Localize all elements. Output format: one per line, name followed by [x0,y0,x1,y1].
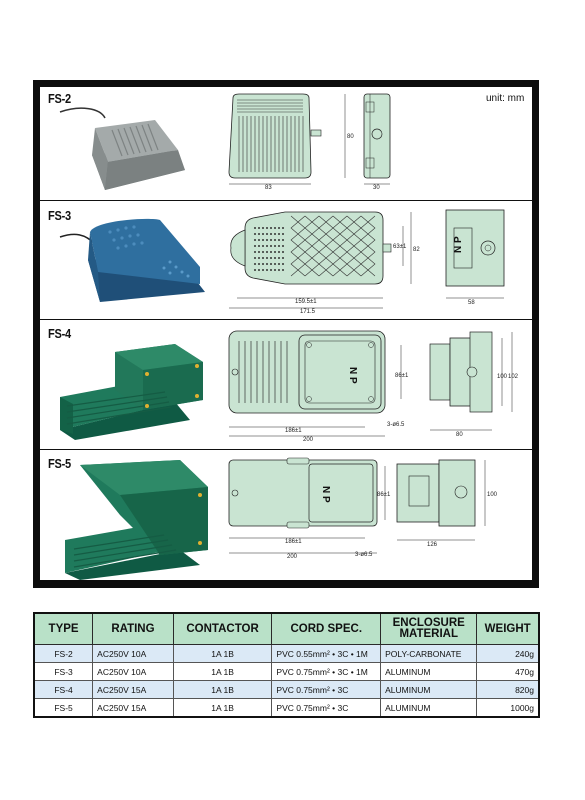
model-label-fs2: FS-2 [48,91,71,106]
fs4-dim-holes: 3-ø6.5 [387,422,405,428]
fs3-dim-length: 171.5 [300,309,316,315]
fs5-dim-width: 100 [487,492,498,498]
fs2-dim-height: 80 [347,134,354,140]
fs4-dim-width: 100 [497,374,508,380]
fs5-dim-depth: 126 [427,542,438,548]
fs5-dim-length: 200 [287,554,298,560]
col-header-rating: RATING [93,613,174,645]
table-row [34,681,539,699]
fs4-dim-depth: 80 [456,432,463,438]
fs3-top-view [225,206,425,316]
row-separator [40,200,532,201]
cell-weight: 1000g [477,699,539,718]
fs3-dim-depth: 58 [468,300,475,306]
cell-type: FS-5 [34,699,93,718]
fs3-dim-width-inner: 63±1 [393,244,407,250]
spec-table [33,612,540,718]
cell-enclosure: ALUMINUM [381,699,477,718]
cell-enclosure: POLY-CARBONATE [381,645,477,663]
cell-type: FS-4 [34,681,93,699]
cell-type: FS-2 [34,645,93,663]
cell-cord: PVC 0.75mm² • 3C • 1M [272,663,381,681]
fs5-top-view [225,456,395,571]
fs2-dim-labels [225,92,355,192]
cell-cord: PVC 0.75mm² • 3C [272,681,381,699]
col-header-weight: WEIGHT [477,613,539,645]
cell-rating: AC250V 15A [93,681,174,699]
fs3-dim-width: 82 [413,247,420,253]
model-label-fs5: FS-5 [48,456,71,471]
fs3-photo [60,212,215,312]
cell-contactor: 1A 1B [173,663,272,681]
row-separator [40,319,532,320]
fs4-photo [55,322,220,442]
fs5-photo [60,455,220,580]
fs4-dim-length: 200 [303,437,314,443]
np-mark: N P [453,236,464,253]
model-label-fs4: FS-4 [48,326,71,341]
np-mark: N P [347,367,358,384]
table-row [34,663,539,681]
fs2-side-view [358,92,398,192]
unit-label: unit: mm [486,93,525,104]
cell-rating: AC250V 15A [93,699,174,718]
cell-rating: AC250V 10A [93,663,174,681]
table-row [34,645,539,663]
fs4-top-view [225,327,415,442]
cell-contactor: 1A 1B [173,645,272,663]
col-header-contactor: CONTACTOR [173,613,272,645]
fs4-dim-height: 102 [508,374,519,380]
cell-type: FS-3 [34,663,93,681]
table-row [34,699,539,718]
cell-contactor: 1A 1B [173,681,272,699]
fs4-dim-length-inner: 186±1 [285,428,302,434]
fs4-side-view [426,330,526,440]
fs2-dim-width: 83 [265,185,272,191]
col-header-cord: CORD SPEC. [272,613,381,645]
fs3-dim-length-inner: 159.5±1 [295,299,317,305]
cell-cord: PVC 0.75mm² • 3C [272,699,381,718]
cell-cord: PVC 0.55mm² • 3C • 1M [272,645,381,663]
row-separator [40,449,532,450]
fs5-dim-length-inner: 186±1 [285,539,302,545]
cell-weight: 240g [477,645,539,663]
cell-enclosure: ALUMINUM [381,681,477,699]
fs2-photo [60,100,210,195]
fs5-side-view [395,456,530,556]
cell-weight: 470g [477,663,539,681]
cell-rating: AC250V 10A [93,645,174,663]
cell-weight: 820g [477,681,539,699]
cell-enclosure: ALUMINUM [381,663,477,681]
col-header-type: TYPE [34,613,93,645]
table-header-row [34,613,539,645]
cell-contactor: 1A 1B [173,699,272,718]
fs2-dim-depth: 30 [373,185,380,191]
fs5-dim-width-inner: 86±1 [377,492,391,498]
col-header-enclosure: ENCLOSURE MATERIAL [381,613,477,645]
np-mark: N P [320,486,331,503]
fs5-dim-holes: 3-ø6.5 [355,552,373,558]
fs3-side-view [444,208,514,308]
model-label-fs3: FS-3 [48,208,71,223]
fs4-dim-width-inner: 86±1 [395,373,409,379]
